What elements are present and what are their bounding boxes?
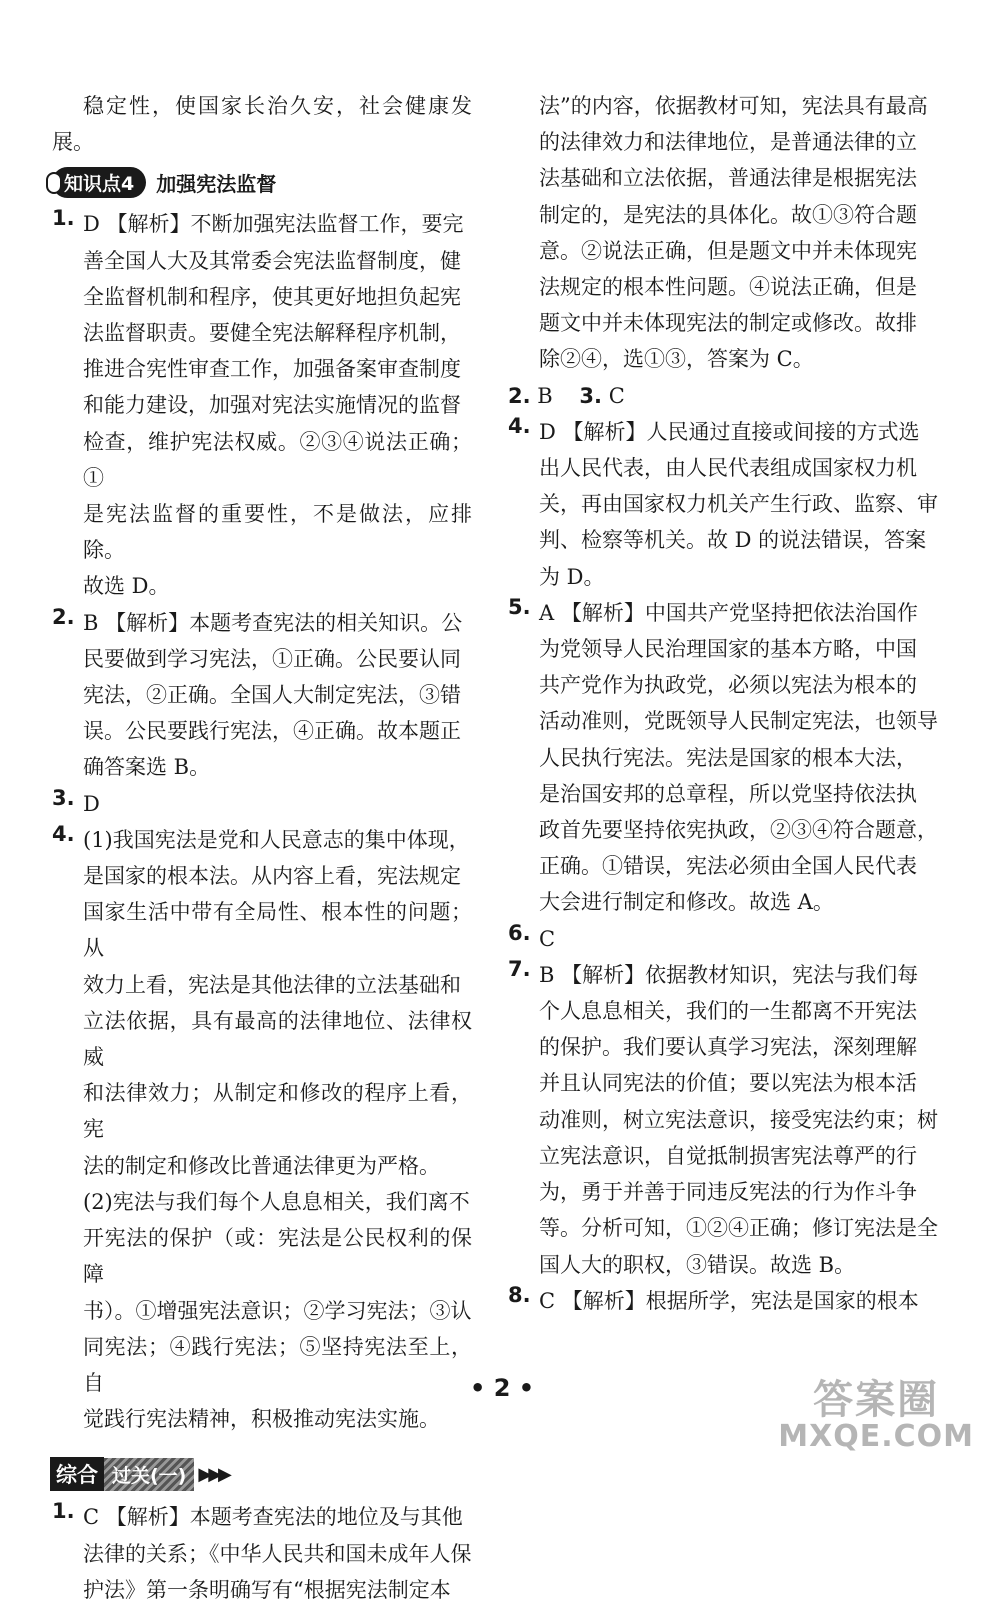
text-line: 确答案选 B。 [83,755,211,780]
text-line: 动准则，树立宪法意识，接受宪法约束；树 [539,1107,938,1132]
right-column [508,88,938,1319]
answer-item [52,605,472,786]
text-line: 意。②说法正确，但是题文中并未体现宪 [539,238,917,263]
page-number: • 2 • [470,1374,535,1402]
text-line: 立宪法意识，自觉抵制损害宪法尊严的行 [539,1143,917,1168]
text-line: 正确。①错误，宪法必须由全国人民代表 [539,854,917,879]
item-number: 2. [508,383,531,408]
section-tag: 知识点4 [52,167,146,198]
text-line: 故选 D。 [83,574,170,599]
text-line: 是宪法监督的重要性，不是做法，应排除。 [83,502,472,563]
text-line: 是国家的根本法。从内容上看，宪法规定 [83,864,461,889]
section-title: 加强宪法监督 [156,171,277,196]
text-line: 是治国安邦的总章程，所以党坚持依法执 [539,781,917,806]
item-number: 8. [508,1282,531,1307]
text-line: 除②④，选①③，答案为 C。 [539,347,814,372]
item-number: 5. [508,594,531,619]
text-line: (2)宪法与我们每个人息息相关，我们离不 [83,1189,470,1214]
text-line: 立法依据，具有最高的法律地位、法律权威 [83,1008,472,1070]
text-line: 全监督机制和程序，使其更好地担负起宪 [83,284,461,309]
text-line: 同宪法；④践行宪法；⑤坚持宪法至上，自 [83,1334,472,1395]
text-line: 和能力建设，加强对宪法实施情况的监督 [83,393,461,418]
section-banner [50,1455,472,1493]
answer-item [508,595,938,921]
text-line: 觉践行宪法精神，积极推动宪法实施。 [83,1407,440,1432]
item-number: 4. [52,821,75,846]
text-line: C 【解析】根据所学，宪法是国家的根本 [539,1288,919,1313]
text-line: 等。分析可知，①②④正确；修订宪法是全 [539,1216,938,1241]
watermark-url: MXQE.COM [778,1419,974,1454]
text-line: 法基础和立法依据，普通法律是根据宪法 [539,166,917,191]
text-line: 民要做到学习宪法，①正确。公民要认同 [83,646,461,671]
text-line: 题文中并未体现宪法的制定或修改。故排 [539,311,917,336]
text-line: B 【解析】依据教材知识，宪法与我们每 [539,962,919,987]
answer-item [52,786,472,822]
watermark-logo [778,1368,974,1454]
answer-item [508,957,938,1283]
text-line: 国家生活中带有全局性、根本性的问题；从 [83,900,472,961]
text-line: 出人民代表，由人民代表组成国家权力机 [539,456,917,481]
item-number: 1. [52,1499,75,1524]
text-line: 护法》第一条明确写有“根据宪法制定本 [83,1577,451,1602]
text-line: 宪法，②正确。全国人大制定宪法，③错 [83,683,461,708]
text-line: 为党领导人民治理国家的基本方略，中国 [539,637,917,662]
text-line: 的保护。我们要认真学习宪法，深刻理解 [539,1035,917,1060]
text-line: 活动准则，党既领导人民制定宪法，也领导 [539,709,938,734]
left-column [52,88,472,1608]
watermark-text: 答案圈 [813,1377,940,1423]
text-line: 和法律效力；从制定和修改的程序上看，宪 [83,1081,472,1142]
text-line: 人民执行宪法。宪法是国家的根本大法， [539,745,917,770]
banner-sublabel: 过关(一) [104,1458,194,1491]
item-number: 4. [508,413,531,438]
item-number: 2. [52,604,75,629]
text-line: 推进合宪性审查工作，加强备案审查制度 [83,357,461,382]
answer-item [508,921,938,957]
intro-text: 稳定性，使国家长治久安，社会健康发展。 [52,94,472,155]
text-line: 的法律效力和法律地位，是普通法律的立 [539,130,917,155]
text-line: 个人息息相关，我们的一生都离不开宪法 [539,999,917,1024]
item-number: 1. [52,206,75,231]
item-number: 3. [579,383,603,408]
text-line: 善全国人大及其常委会宪法监督制度，健 [83,248,461,273]
text-line: 政首先要坚持依宪执政，②③④符合题意， [539,818,938,843]
text-line: 检查，维护宪法权威。②③④说法正确；① [83,429,472,490]
text-line: 法律的关系；《中华人民共和国未成年人保 [83,1541,472,1566]
item-answer: C [608,383,625,408]
text-line: (1)我国宪法是党和人民意志的集中体现， [83,827,470,852]
text-line: A 【解析】中国共产党坚持把依法治国作 [539,600,918,625]
text-line: 书）。①增强宪法意识；②学习宪法；③认 [83,1298,472,1323]
text-line: 效力上看，宪法是其他法律的立法基础和 [83,972,461,997]
answer-item [52,822,472,1437]
text-line: D 【解析】人民通过直接或间接的方式选 [539,419,920,444]
item-answer: B [537,383,553,408]
item-number: 3. [52,785,75,810]
text-line: 法监督职责。要健全宪法解释程序机制， [83,321,461,346]
text-line: C [539,926,556,951]
text-line: 制定的，是宪法的具体化。故①③符合题 [539,202,917,227]
answer-item [52,1499,472,1608]
text-line: 关，再由国家权力机关产生行政、监察、审 [539,492,938,517]
text-line: 大会进行制定和修改。故选 A。 [539,890,834,915]
answer-item [508,1283,938,1319]
text-line: 为 D。 [539,564,605,589]
item-number: 6. [508,920,531,945]
text-line: 法”的内容，依据教材可知，宪法具有最高 [539,94,928,118]
text-line: D [83,791,100,816]
arrow-icon: ▶▶▶ [198,1463,228,1485]
banner-label: 综合 [50,1457,104,1491]
continued-text [508,88,938,378]
text-line: D 【解析】不断加强宪法监督工作，要完 [83,212,464,237]
text-line: 误。公民要践行宪法，④正确。故本题正 [83,719,461,744]
text-line: C 【解析】本题考查宪法的地位及与其他 [83,1505,463,1530]
text-line: 开宪法的保护（或：宪法是公民权利的保障 [83,1226,472,1287]
answer-item [52,206,472,604]
text-line: 法规定的根本性问题。④说法正确，但是 [539,275,917,300]
text-line: 并且认同宪法的价值；要以宪法为根本活 [539,1071,917,1096]
answer-item-short [508,378,938,414]
answer-item [508,414,938,595]
text-line: 判、检察等机关。故 D 的说法错误，答案 [539,528,927,553]
text-line: 国人大的职权，③错误。故选 B。 [539,1252,856,1277]
text-line: 为，勇于并善于同违反宪法的行为作斗争 [539,1180,917,1205]
section-header-4 [52,164,472,200]
text-line: 共产党作为执政党，必须以宪法为根本的 [539,673,917,698]
text-line: B 【解析】本题考查宪法的相关知识。公 [83,610,463,635]
text-line: 法的制定和修改比普通法律更为严格。 [83,1153,440,1178]
item-number: 7. [508,956,531,981]
